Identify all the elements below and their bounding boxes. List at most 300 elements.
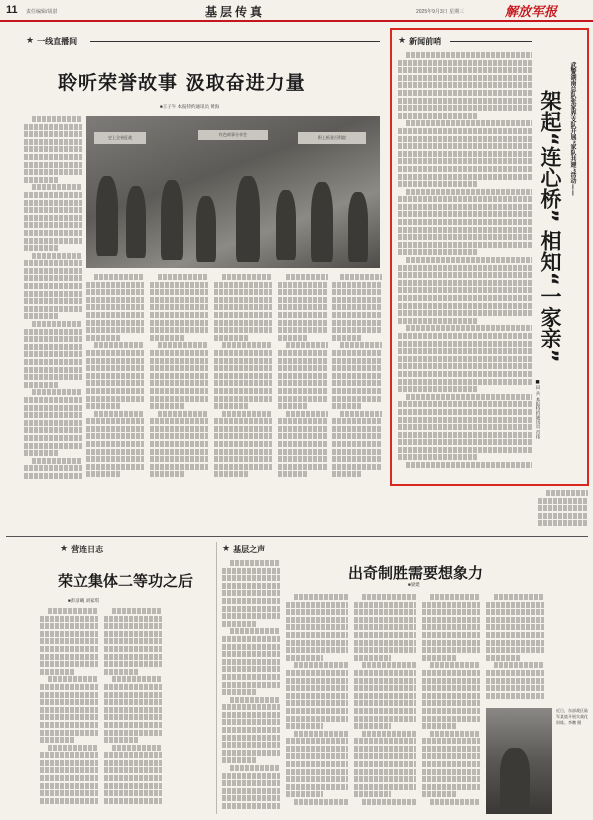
text-line	[486, 678, 544, 684]
text-line	[150, 282, 208, 288]
text-line	[278, 441, 328, 447]
text-line	[86, 327, 144, 333]
text-line	[24, 298, 82, 304]
article-column	[150, 274, 208, 486]
text-line	[398, 105, 532, 111]
right-story-byline: ■田 兵 本报特约通讯员 肖伟	[535, 380, 540, 439]
text-line	[214, 441, 272, 447]
text-line	[24, 465, 82, 471]
text-line	[422, 791, 457, 797]
text-line	[354, 678, 416, 684]
text-line	[398, 227, 532, 233]
text-line	[40, 752, 98, 758]
text-line	[24, 443, 82, 449]
text-line	[222, 712, 280, 718]
photo-banner-text: 积上抓金百科院	[318, 135, 346, 140]
photo-banner-text: 史上全省征战	[108, 135, 132, 140]
text-line	[332, 426, 382, 432]
text-line	[150, 297, 208, 303]
bottom-right-photo	[486, 708, 552, 814]
text-line	[214, 433, 272, 439]
text-line	[104, 616, 162, 622]
text-line	[398, 439, 532, 445]
text-line	[332, 464, 382, 470]
text-line	[40, 654, 98, 660]
text-line	[430, 594, 480, 600]
text-line	[222, 583, 280, 589]
text-line	[104, 783, 162, 789]
text-line	[430, 731, 480, 737]
text-line	[354, 753, 416, 759]
article-column	[24, 116, 82, 486]
text-line	[150, 373, 208, 379]
text-line	[294, 799, 348, 805]
text-line	[230, 697, 280, 703]
text-line	[332, 297, 382, 303]
text-line	[398, 90, 532, 96]
photo-figure	[276, 190, 296, 260]
text-line	[398, 75, 532, 81]
text-line	[354, 647, 416, 653]
text-line	[214, 320, 272, 326]
text-line	[222, 773, 280, 779]
text-line	[332, 380, 382, 386]
text-line	[398, 303, 532, 309]
star-icon: ★	[60, 544, 69, 554]
photo-figure	[161, 180, 183, 260]
text-line	[422, 685, 480, 691]
text-line	[214, 403, 249, 409]
text-line	[40, 692, 98, 698]
text-line	[340, 274, 382, 280]
text-line	[214, 350, 272, 356]
text-line	[422, 693, 480, 699]
text-line	[24, 367, 82, 373]
text-line	[286, 602, 348, 608]
newspaper-logo: 解放军报	[505, 5, 558, 20]
text-line	[286, 716, 348, 722]
text-line	[354, 609, 416, 615]
text-line	[538, 520, 588, 526]
text-line	[398, 219, 532, 225]
text-line	[286, 678, 348, 684]
text-line	[398, 128, 532, 134]
text-line	[222, 606, 280, 612]
text-line	[286, 761, 348, 767]
text-line	[340, 342, 382, 348]
text-line	[150, 396, 208, 402]
text-line	[86, 335, 121, 341]
article-column	[538, 490, 588, 530]
text-line	[398, 174, 532, 180]
text-line	[406, 257, 532, 263]
bottom-right-headline: 出奇制胜需要想象力	[348, 564, 484, 582]
text-line	[332, 282, 382, 288]
text-line	[24, 359, 82, 365]
text-line	[222, 674, 280, 680]
text-line	[214, 456, 272, 462]
text-line	[214, 449, 272, 455]
text-line	[398, 379, 532, 385]
text-line	[24, 200, 82, 206]
text-line	[24, 238, 82, 244]
text-line	[398, 82, 532, 88]
text-line	[406, 52, 532, 58]
text-line	[86, 365, 144, 371]
text-line	[222, 788, 280, 794]
text-line	[40, 707, 98, 713]
text-line	[222, 682, 280, 688]
text-line	[332, 441, 382, 447]
section-title: 基层传真	[205, 5, 266, 19]
photo-banner	[94, 132, 146, 144]
text-line	[398, 280, 532, 286]
text-line	[40, 631, 98, 637]
text-line	[214, 380, 272, 386]
text-line	[332, 373, 382, 379]
text-line	[278, 350, 328, 356]
text-line	[332, 456, 382, 462]
text-line	[104, 631, 162, 637]
text-line	[332, 335, 362, 341]
text-line	[150, 464, 208, 470]
text-line	[332, 320, 382, 326]
photo-banner	[198, 130, 268, 140]
editor-line: 责任编辑/胡湛	[26, 9, 58, 15]
text-line	[286, 609, 348, 615]
text-line	[86, 380, 144, 386]
divider	[216, 542, 217, 814]
text-line	[150, 441, 208, 447]
text-line	[398, 249, 478, 255]
text-line	[24, 230, 82, 236]
text-line	[278, 456, 328, 462]
text-line	[398, 98, 532, 104]
text-line	[48, 608, 98, 614]
text-line	[286, 784, 348, 790]
text-line	[40, 714, 98, 720]
article-column	[278, 274, 328, 486]
left-story-tag-label: 一线直播间	[37, 36, 78, 46]
text-line	[286, 708, 348, 714]
text-line	[222, 575, 280, 581]
text-line	[214, 297, 272, 303]
text-line	[86, 282, 144, 288]
text-line	[332, 433, 382, 439]
text-line	[422, 609, 480, 615]
text-line	[286, 700, 348, 706]
text-line	[398, 363, 532, 369]
text-line	[332, 358, 382, 364]
text-line	[278, 464, 328, 470]
text-line	[422, 716, 480, 722]
text-line	[24, 177, 59, 183]
text-line	[222, 613, 280, 619]
text-line	[398, 158, 532, 164]
star-icon: ★	[398, 36, 407, 46]
right-story-headline: 架起“连心桥” 相知“一家亲”	[538, 90, 562, 363]
text-line	[294, 594, 348, 600]
text-line	[354, 640, 416, 646]
text-line	[24, 192, 82, 198]
text-line	[222, 568, 280, 574]
text-line	[104, 722, 162, 728]
text-line	[40, 638, 98, 644]
text-line	[398, 310, 532, 316]
text-line	[104, 775, 162, 781]
text-line	[24, 412, 82, 418]
text-line	[86, 449, 144, 455]
text-line	[486, 617, 544, 623]
text-line	[150, 365, 208, 371]
text-line	[24, 207, 82, 213]
text-line	[86, 456, 144, 462]
text-line	[222, 742, 280, 748]
text-line	[354, 602, 416, 608]
text-line	[398, 60, 532, 66]
text-line	[230, 560, 280, 566]
text-line	[40, 661, 98, 667]
text-line	[214, 373, 272, 379]
text-line	[150, 327, 208, 333]
text-line	[398, 424, 532, 430]
text-line	[86, 320, 144, 326]
text-line	[332, 418, 382, 424]
text-line	[332, 327, 382, 333]
text-line	[398, 447, 532, 453]
bottom-right-tag-label: 基层之声	[233, 544, 266, 554]
text-line	[486, 693, 544, 699]
text-line	[86, 433, 144, 439]
text-line	[24, 146, 82, 152]
text-line	[222, 411, 272, 417]
text-line	[86, 471, 121, 477]
article-column	[214, 274, 272, 486]
text-line	[278, 388, 328, 394]
text-line	[40, 669, 75, 675]
text-line	[150, 289, 208, 295]
text-line	[354, 617, 416, 623]
text-line	[362, 799, 416, 805]
text-line	[214, 335, 249, 341]
text-line	[332, 396, 382, 402]
text-line	[86, 373, 144, 379]
text-line	[398, 272, 532, 278]
text-line	[398, 242, 532, 248]
text-line	[362, 731, 416, 737]
text-line	[222, 644, 280, 650]
text-line	[398, 333, 532, 339]
left-story-headline: 聆听荣誉故事 汲取奋进力量	[58, 72, 306, 94]
text-line	[24, 275, 82, 281]
text-line	[40, 616, 98, 622]
text-line	[286, 274, 328, 280]
text-line	[332, 304, 382, 310]
text-line	[24, 427, 82, 433]
text-line	[286, 776, 348, 782]
text-line	[104, 669, 139, 675]
text-line	[278, 297, 328, 303]
text-line	[422, 632, 480, 638]
text-line	[538, 498, 588, 504]
text-line	[398, 204, 532, 210]
text-line	[40, 699, 98, 705]
text-line	[278, 312, 328, 318]
text-line	[150, 388, 208, 394]
text-line	[422, 784, 480, 790]
text-line	[422, 700, 480, 706]
text-line	[278, 403, 308, 409]
left-story-byline: ■王子牛 本报特约通讯员 黄海	[160, 104, 220, 109]
text-line	[398, 196, 532, 202]
text-line	[286, 640, 348, 646]
bottom-right-tag	[222, 542, 265, 556]
text-line	[332, 312, 382, 318]
text-line	[278, 471, 308, 477]
text-line	[278, 282, 328, 288]
text-line	[214, 282, 272, 288]
text-line	[278, 373, 328, 379]
text-line	[94, 342, 144, 348]
text-line	[398, 136, 532, 142]
text-line	[278, 304, 328, 310]
text-line	[112, 608, 162, 614]
text-line	[222, 704, 280, 710]
text-line	[354, 784, 416, 790]
text-line	[398, 211, 532, 217]
text-line	[294, 662, 348, 668]
text-line	[398, 166, 532, 172]
text-line	[278, 449, 328, 455]
text-line	[40, 646, 98, 652]
article-column	[286, 594, 348, 813]
section-rule	[90, 41, 380, 42]
article-column	[332, 274, 382, 486]
text-line	[398, 454, 478, 460]
text-line	[286, 723, 323, 729]
text-line	[278, 426, 328, 432]
bottom-left-headline: 荣立集体二等功之后	[58, 572, 194, 590]
page-number: 11	[6, 4, 18, 16]
text-line	[398, 341, 532, 347]
text-line	[286, 685, 348, 691]
text-line	[86, 441, 144, 447]
text-line	[24, 222, 82, 228]
text-line	[278, 433, 328, 439]
text-line	[286, 624, 348, 630]
text-line	[86, 304, 144, 310]
text-line	[332, 289, 382, 295]
text-line	[150, 418, 208, 424]
text-line	[406, 462, 532, 468]
text-line	[222, 719, 280, 725]
text-line	[104, 767, 162, 773]
text-line	[398, 318, 478, 324]
text-line	[422, 655, 457, 661]
text-line	[332, 449, 382, 455]
text-line	[40, 623, 98, 629]
text-line	[40, 722, 98, 728]
text-line	[222, 598, 280, 604]
text-line	[398, 432, 532, 438]
text-line	[286, 632, 348, 638]
text-line	[286, 693, 348, 699]
text-line	[104, 737, 139, 743]
text-line	[286, 655, 323, 661]
text-line	[24, 313, 59, 319]
photo-figure	[348, 192, 368, 262]
text-line	[406, 120, 532, 126]
text-line	[398, 295, 532, 301]
text-line	[486, 632, 544, 638]
text-line	[286, 617, 348, 623]
text-line	[104, 699, 162, 705]
text-line	[340, 411, 382, 417]
text-line	[112, 676, 162, 682]
text-line	[222, 727, 280, 733]
bottom-left-tag	[60, 542, 103, 556]
article-column	[354, 594, 416, 813]
text-line	[214, 289, 272, 295]
text-line	[158, 411, 208, 417]
text-line	[538, 513, 588, 519]
text-line	[354, 738, 416, 744]
text-line	[150, 456, 208, 462]
text-line	[230, 765, 280, 771]
text-line	[222, 274, 272, 280]
text-line	[48, 676, 98, 682]
text-line	[24, 162, 82, 168]
text-line	[104, 714, 162, 720]
text-line	[398, 265, 532, 271]
text-line	[222, 750, 280, 756]
photo-figure	[500, 748, 530, 808]
bottom-right-byline: ■梁建	[408, 582, 420, 587]
text-line	[332, 471, 362, 477]
text-line	[354, 769, 416, 775]
text-line	[422, 602, 480, 608]
text-line	[398, 409, 532, 415]
text-line	[546, 490, 588, 496]
text-line	[104, 790, 162, 796]
text-line	[222, 757, 257, 763]
text-line	[214, 358, 272, 364]
text-line	[86, 388, 144, 394]
text-line	[214, 388, 272, 394]
divider	[6, 536, 588, 537]
text-line	[354, 776, 416, 782]
text-line	[354, 624, 416, 630]
text-line	[104, 752, 162, 758]
text-line	[398, 113, 478, 119]
text-line	[40, 760, 98, 766]
text-line	[422, 746, 480, 752]
text-line	[214, 464, 272, 470]
text-line	[422, 769, 480, 775]
photo-figure	[96, 176, 118, 256]
text-line	[286, 670, 348, 676]
text-line	[214, 471, 249, 477]
text-line	[24, 405, 82, 411]
text-line	[24, 397, 82, 403]
photo-figure	[236, 176, 260, 262]
text-line	[486, 609, 544, 615]
text-line	[222, 342, 272, 348]
text-line	[32, 321, 82, 327]
text-line	[150, 380, 208, 386]
text-line	[222, 590, 280, 596]
text-line	[86, 312, 144, 318]
